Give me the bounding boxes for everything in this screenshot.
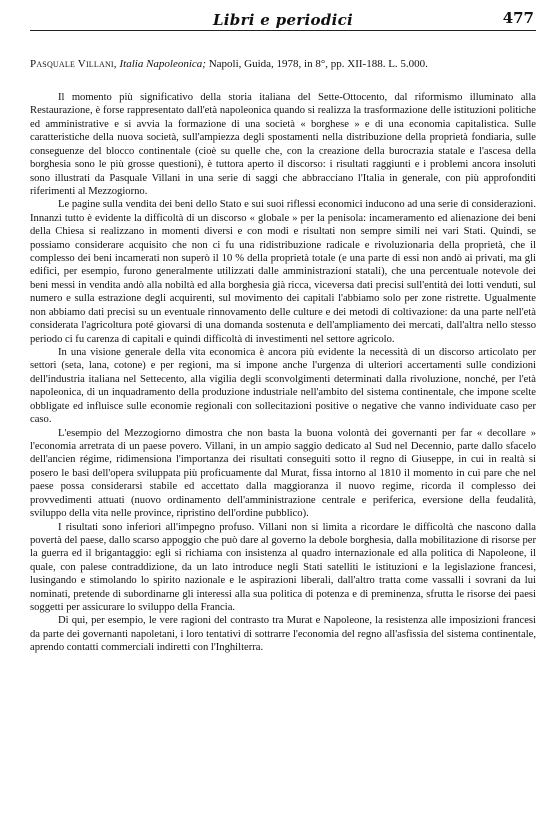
running-title: Libri e periodici <box>212 11 354 29</box>
citation-details: Napoli, Guida, 1978, in 8°, pp. XII-188. L. 5.000. <box>205 58 428 70</box>
paragraph: Il momento più significativo della storia italiana del Sette-Ottocento, dal riformismo illuminato alla Restaurazione, è forse rappresentato dall'età napoleonica quando si realizza la trasformazione delle istituzioni politiche ed amministrative e si avvia la formazione di una società « borghese » e di una economia capitalistica. Sulle caratteristiche della nuova società, sull'ampiezza degli spostamenti nella distribuzione della proprietà fondiaria, sulle conseguenze del blocco continentale (cioè su quelle che, con la creazione della burocrazia statale e l'ascesa della borghesia sono le più grosse questioni), è tuttora aperto il discorso: i risultati raggiunti e i problemi ancora insoluti sono illustrati da Pasquale Villani in una serie di saggi che abbracciano l'Italia in generale, con più approfonditi riferimenti al Mezzogiorno. <box>30 92 536 197</box>
book-citation <box>30 57 536 71</box>
citation-title: Italia Napoleonica; <box>119 58 206 70</box>
citation-author: Pasquale Villani, <box>30 58 117 70</box>
paragraph: I risultati sono inferiori all'impegno profuso. Villani non si limita a ricordare le difficoltà che nascono dalla povertà del paese, dallo scarso appoggio che può dare al governo la debole borghesia, dalla mobilitazione di risorse per la guerra ed il brigantaggio: egli si richiama con insistenza al quadro internazionale ed alla politica di Napoleone, il quale, con palese contraddizione, da un lato introduce negli Stati satelliti le istituzioni e la legislazione francesi, lusingando e stimolando lo spirito nazionale e le aspirazioni liberali, dall'altro tratta come vassalli i sovrani da lui nominati, pretende di subordinarne gli interessi alla sua politica di potenza e di preminenza, sfrutta le risorse dei paesi soggetti per assicurare lo sviluppo della Francia. <box>30 521 536 614</box>
paragraph: Le pagine sulla vendita dei beni dello Stato e sui suoi riflessi economici inducono ad una serie di considerazioni. Innanzi tutto è evidente la difficoltà di un discorso « globale » per la penisola: incameramento ed alienazione dei beni della Chiesa si realizzano in momenti diversi e con modi e risultati non sempre simili nei vari Stati. Quindi, se possiamo considerare acquisito che non ci fu una ridistribuzione radicale e rivoluzionaria della proprietà, che il complesso dei beni incamerati non superò il 10 % della proprietà totale (e una parte di essi non andò ai privati, ma gli edifici, per esempio, furono generalmente utilizzati dalle amministrazioni statali), che una percentuale notevole dei beni messi in vendita andò alla nobiltà ed alla borghesia già ricca, viceversa dati precisi sull'entità dei lotti venduti, sul numero e sulla estrazione degli acquirenti, sul movimento dei capitali l'abbiamo solo per zone ristrette. Ugualmente non abbiamo dati precisi su un eventuale rinnovamento delle culture e dei metodi di coltivazione: da una parte nell'età considerata l'agricoltura poté giovarsi di una domanda sostenuta e dell'ampliamento dei mercati, dall'altra nello stesso periodo ci fu carenza di capitali e quindi difficoltà di investimenti nel settore agricolo. <box>30 199 536 345</box>
running-header <box>30 6 536 31</box>
paragraph: In una visione generale della vita economica è ancora più evidente la necessità di un discorso articolato per settori (seta, lana, cotone) e per regioni, ma si impone anche l'urgenza di ulteriori accertamenti sulle condizioni dell'industria italiana nel Settecento, alla vigilia degli sconvolgimenti determinati dalla rivoluzione, nonché, per l'età napoleonica, di un inquadramento della produzione industriale nell'ambito del sistema continentale, che impone scelte obbligate ed influisce sulle economie regionali con sollecitazioni positive o negative che vanno individuate caso per caso. <box>30 347 536 426</box>
review-body <box>30 57 536 655</box>
paragraph: Di qui, per esempio, le vere ragioni del contrasto tra Murat e Napoleone, la resistenza alle imposizioni francesi da parte dei governanti napoletani, i loro tentativi di sottrarre l'economia del regno all'asfissia del sistema continentale, aprendo contatti commerciali indiretti con l'Inghilterra. <box>30 615 536 654</box>
page-number: 477 <box>502 9 534 27</box>
paragraph: L'esempio del Mezzogiorno dimostra che non basta la buona volontà dei governanti per far « decollare » l'economia arretrata di un paese povero. Villani, in un ampio saggio dedicato al Sud nel Decennio, parte dallo sfacelo dell'ancien régime, ridimensiona l'importanza dei risultati conseguiti sotto il regno di Giuseppe, in cui in realtà si posero le basi dell'opera sviluppata più proficuamente dal Murat, fissa intorno al 1810 il momento in cui pare che nel paese possa considerarsi stabile ed accettato dalla maggioranza il nuovo regime, ricorda il complesso dei provvedimenti attuati (nuovo ordinamento dell'amministrazione centrale e periferica, eversione della feudalità, sviluppo della vita nelle province, ripristino dell'ordine pubblico). <box>30 427 536 520</box>
